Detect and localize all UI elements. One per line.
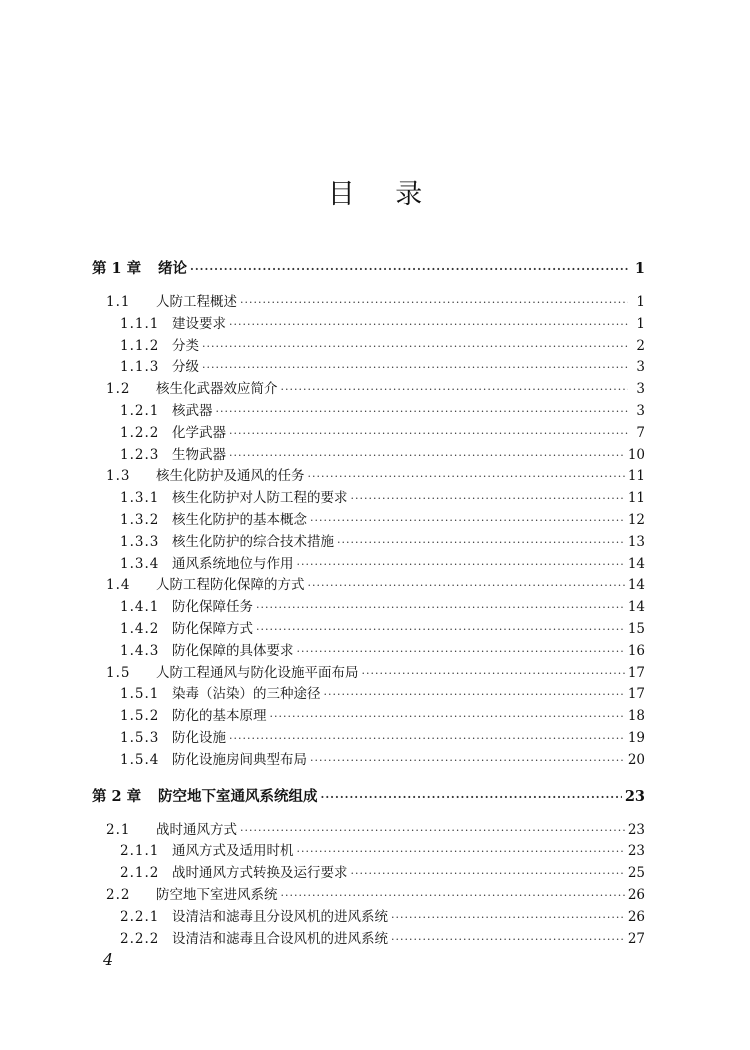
toc-entry-number: 1.2.2 [120, 424, 160, 441]
toc-entry-page: 13 [627, 533, 645, 550]
toc-entry-sub[interactable] [92, 421, 645, 443]
toc-entry-page: 18 [627, 708, 645, 725]
toc-entry-page: 25 [627, 865, 645, 882]
toc-entry-title: 分级 [172, 359, 199, 376]
toc-entry-page: 1 [636, 315, 645, 332]
toc-entry-page: 20 [627, 751, 645, 768]
toc-entry-number: 1.5.4 [120, 751, 160, 768]
toc-entry-sub[interactable] [92, 639, 645, 661]
toc-entry-number: 1.3.1 [120, 490, 160, 507]
toc-entry-title: 分类 [172, 337, 199, 354]
chapter-gap [92, 279, 645, 290]
chapter-gap [92, 807, 645, 818]
toc-entry-number: 1.2 [106, 381, 131, 398]
toc-entry-section[interactable] [92, 883, 645, 905]
dot-leader [310, 754, 625, 767]
toc-entry-title: 防空地下室通风系统组成 [158, 787, 318, 805]
dot-leader [351, 492, 625, 505]
dot-leader [310, 514, 625, 527]
toc-entry-sub[interactable] [92, 530, 645, 552]
toc-entry-number: 1.1 [106, 294, 131, 310]
dot-leader [308, 470, 625, 483]
toc-entry-number: 第 1 章 [92, 260, 142, 277]
toc-entry-number: 1.4.3 [120, 642, 160, 659]
toc-entry-title: 防化保障方式 [172, 620, 253, 637]
toc-entry-section[interactable] [92, 573, 645, 595]
toc-entry-sub[interactable] [92, 508, 645, 530]
toc-entry-number: 1.3.2 [120, 511, 160, 528]
toc-entry-sub[interactable] [92, 443, 645, 465]
dot-leader [281, 889, 625, 902]
dot-leader [216, 405, 629, 418]
toc-entry-section[interactable] [92, 464, 645, 486]
dot-leader [324, 688, 625, 701]
dot-leader [190, 263, 628, 276]
dot-leader [351, 867, 625, 880]
toc-entry-sub[interactable] [92, 552, 645, 574]
dot-leader [240, 296, 628, 309]
toc-entry-sub[interactable] [92, 486, 645, 508]
toc-entry-sub[interactable] [92, 617, 645, 639]
page-title: 目 录 [327, 179, 439, 210]
dot-leader [229, 732, 625, 745]
toc-entry-number: 2.2.2 [120, 930, 160, 947]
toc-entry-title: 通风系统地位与作用 [172, 555, 294, 572]
toc-entry-title: 建设要求 [172, 315, 226, 332]
toc-entry-number: 1.2.1 [120, 402, 160, 419]
toc-entry-page: 27 [627, 930, 645, 947]
toc-entry-page: 19 [627, 729, 645, 746]
dot-leader [321, 791, 622, 804]
dot-leader [391, 933, 625, 946]
toc-entry-number: 1.1.2 [120, 337, 160, 354]
toc-entry-title: 设清洁和滤毒且合设风机的进风系统 [172, 930, 388, 947]
dot-leader [281, 383, 629, 396]
toc-entry-page: 14 [627, 599, 645, 616]
toc-entry-sub[interactable] [92, 334, 645, 356]
toc-entry-page: 3 [636, 402, 645, 419]
toc-entry-page: 26 [627, 908, 645, 925]
toc-entry-title: 绪论 [158, 260, 187, 277]
toc-entry-number: 第 2 章 [92, 787, 142, 805]
toc-entry-page: 10 [627, 446, 645, 463]
toc-entry-number: 2.1.2 [120, 865, 160, 882]
toc-entry-title: 核生化防护对人防工程的要求 [172, 490, 348, 507]
toc-entry-title: 核生化防护及通风的任务 [156, 468, 305, 485]
toc-entry-number: 2.2.1 [120, 908, 160, 925]
toc-entry-sub[interactable] [92, 927, 645, 949]
toc-entry-sub[interactable] [92, 905, 645, 927]
toc-entry-section[interactable] [92, 290, 645, 312]
toc-entry-page: 17 [627, 664, 645, 681]
dot-leader [229, 318, 628, 331]
toc-entry-title: 战时通风方式 [156, 821, 237, 838]
toc-entry-title: 人防工程通风与防化设施平面布局 [156, 664, 359, 681]
toc-entry-title: 防化的基本原理 [172, 708, 267, 725]
toc-entry-page: 14 [627, 577, 645, 594]
toc-entry-title: 防化保障任务 [172, 599, 253, 616]
toc-entry-sub[interactable] [92, 355, 645, 377]
toc-entry-sub[interactable] [92, 682, 645, 704]
toc-entry-number: 1.4.1 [120, 599, 160, 616]
toc-entry-sub[interactable] [92, 399, 645, 421]
toc-entry-title: 防化保障的具体要求 [172, 642, 294, 659]
toc-entry-sub[interactable] [92, 595, 645, 617]
toc-entry-title: 防化设施房间典型布局 [172, 751, 307, 768]
toc-entry-number: 1.1.1 [120, 315, 160, 332]
dot-leader [362, 667, 625, 680]
dot-leader [229, 449, 625, 462]
toc-entry-title: 核生化防护的综合技术措施 [172, 533, 334, 550]
toc-entry-title: 设清洁和滤毒且分设风机的进风系统 [172, 908, 388, 925]
toc-entry-number: 1.1.3 [120, 359, 160, 376]
dot-leader [337, 536, 625, 549]
dot-leader [297, 558, 625, 571]
toc-entry-section[interactable] [92, 818, 645, 840]
toc-entry-title: 战时通风方式转换及运行要求 [172, 865, 348, 882]
toc-entry-page: 1 [636, 294, 645, 310]
toc-entry-page: 23 [624, 787, 645, 805]
dot-leader [297, 645, 625, 658]
toc-entry-page: 15 [627, 620, 645, 637]
dot-leader [270, 710, 625, 723]
dot-leader [256, 623, 625, 636]
toc-entry-page: 14 [627, 555, 645, 572]
toc-entry-chapter[interactable] [92, 257, 645, 279]
toc-entry-title: 防化设施 [172, 729, 226, 746]
dot-leader [391, 911, 625, 924]
toc-entry-section[interactable] [92, 377, 645, 399]
toc-entry-page: 17 [627, 686, 645, 703]
toc-entry-page: 26 [627, 886, 645, 903]
chapter-gap [92, 770, 645, 785]
toc-entry-page: 1 [634, 260, 645, 277]
toc-entry-title: 防空地下室进风系统 [156, 886, 278, 903]
toc-entry-number: 1.5.2 [120, 708, 160, 725]
toc-entry-chapter[interactable] [92, 785, 645, 807]
toc-entry-page: 2 [636, 337, 645, 354]
toc-entry-sub[interactable] [92, 726, 645, 748]
toc-entry-number: 2.1.1 [120, 843, 160, 860]
toc-entry-page: 23 [627, 843, 645, 860]
toc-entry-page: 12 [627, 511, 645, 528]
toc-entry-page: 23 [627, 821, 645, 838]
toc-entry-sub[interactable] [92, 861, 645, 883]
toc-entry-title: 化学武器 [172, 424, 226, 441]
toc-entry-section[interactable] [92, 661, 645, 683]
toc-entry-number: 1.5.1 [120, 686, 160, 703]
dot-leader [297, 845, 625, 858]
toc-entry-title: 人防工程防化保障的方式 [156, 577, 305, 594]
toc-entry-title: 通风方式及适用时机 [172, 843, 294, 860]
toc-entry-number: 1.5.3 [120, 729, 160, 746]
toc-entry-title: 人防工程概述 [156, 294, 237, 310]
toc-entry-sub[interactable] [92, 748, 645, 770]
toc-entry-sub[interactable] [92, 839, 645, 861]
toc-entry-page: 11 [627, 490, 645, 507]
toc-entry-page: 11 [627, 468, 645, 485]
toc-entry-sub[interactable] [92, 312, 645, 334]
toc-entry-page: 16 [627, 642, 645, 659]
toc-entry-page: 3 [636, 381, 645, 398]
toc-entry-number: 1.2.3 [120, 446, 160, 463]
toc-entry-number: 1.4.2 [120, 620, 160, 637]
toc-entry-number: 1.5 [106, 664, 131, 681]
toc-entry-number: 2.2 [106, 886, 131, 903]
dot-leader [308, 579, 625, 592]
toc-entry-number: 1.3 [106, 468, 131, 485]
toc-entry-title: 核武器 [172, 402, 213, 419]
dot-leader [202, 340, 628, 353]
toc-entry-title: 核生化防护的基本概念 [172, 511, 307, 528]
table-of-contents [92, 257, 645, 948]
toc-entry-title: 核生化武器效应简介 [156, 381, 278, 398]
dot-leader [229, 427, 628, 440]
toc-entry-number: 2.1 [106, 821, 131, 838]
toc-entry-title: 生物武器 [172, 446, 226, 463]
dot-leader [240, 824, 625, 837]
toc-entry-number: 1.3.4 [120, 555, 160, 572]
toc-entry-page: 3 [636, 359, 645, 376]
toc-entry-number: 1.3.3 [120, 533, 160, 550]
toc-entry-title: 染毒（沾染）的三种途径 [172, 686, 321, 703]
toc-entry-number: 1.4 [106, 577, 131, 594]
dot-leader [256, 601, 625, 614]
dot-leader [202, 361, 628, 374]
toc-entry-sub[interactable] [92, 704, 645, 726]
toc-entry-page: 7 [636, 424, 645, 441]
page-number: 4 [103, 950, 114, 969]
